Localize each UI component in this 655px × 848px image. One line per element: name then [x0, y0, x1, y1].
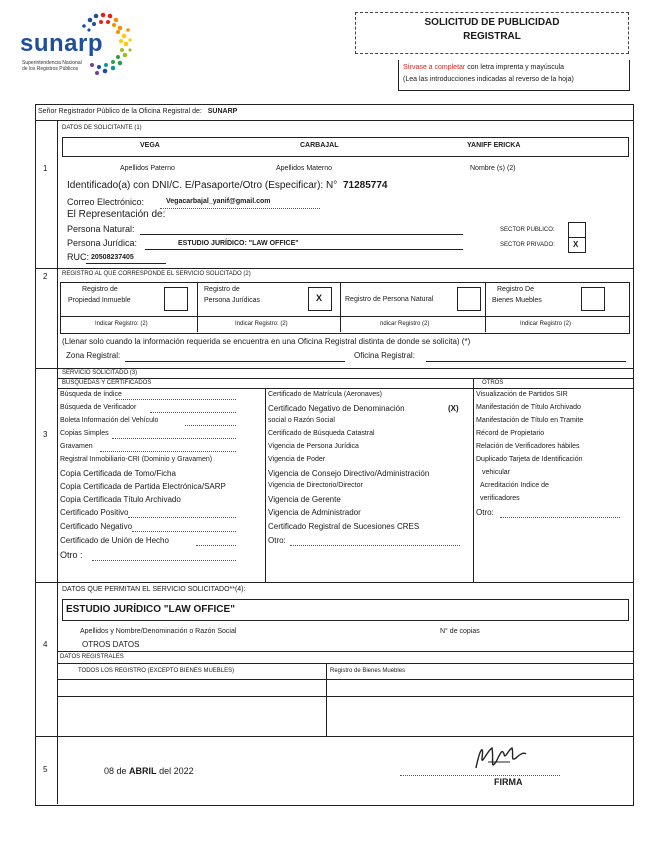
paterno-label: Apellidos Paterno	[120, 165, 175, 172]
ruc-line[interactable]	[86, 263, 166, 264]
svc-record-propietario[interactable]: Récord de Propietario	[476, 430, 545, 437]
svc-cert-positivo[interactable]: Certificado Positivo	[60, 508, 129, 517]
paterno-value: VEGA	[140, 142, 160, 149]
name-label: Apellidos y Nombre/Denominación o Razón Social	[80, 628, 237, 635]
svc-boleta-vehiculo[interactable]: Boleta Información del Vehículo	[60, 417, 159, 424]
email-value: Vegacarbajal_yanif@gmail.com	[166, 198, 271, 205]
instructions-rest: con letra imprenta y mayúscula	[467, 64, 565, 71]
section4-header: DATOS QUE PERMITAN EL SERVICIO SOLICITADO**(4):	[62, 586, 246, 593]
svc-cert-union[interactable]: Certificado de Unión de Hecho	[60, 536, 169, 545]
id-label: Identificado(a) con DNI/C. E/Pasaporte/Otro (Especificar): N°	[67, 180, 338, 191]
signature	[470, 740, 530, 776]
svc-cert-negativo[interactable]: Certificado Negativo	[60, 522, 133, 531]
reg2-line1: Registro de	[204, 286, 240, 293]
svc-busqueda-verificador[interactable]: Búsqueda de Verificador	[60, 404, 137, 411]
svc-acreditacion-2: verificadores	[480, 495, 520, 502]
zona-line[interactable]	[125, 361, 345, 362]
section2-note: (Llenar solo cuando la información requerida se encuentra en una Oficina Registral distinta de donde se solicita) (*)	[62, 337, 471, 346]
indicar-4: Indicar Registro (2)	[520, 321, 572, 327]
nombres-label: Nombre (s) (2)	[470, 165, 516, 172]
svc-copia-tomo[interactable]: Copia Certificada de Tomo/Ficha	[60, 469, 176, 478]
logo-subtitle-2: de los Registros Públicos	[22, 66, 79, 72]
instructions-highlight: Sírvase a completar	[403, 64, 466, 71]
ruc-label: RUC:	[67, 252, 89, 262]
section3-header: SERVICIO SOLICITADO (3)	[62, 370, 138, 376]
rep-label: El Representación de:	[67, 209, 166, 220]
email-label: Correo Electrónico:	[67, 197, 145, 207]
otros-header: OTROS	[482, 380, 504, 386]
firma-line[interactable]	[400, 775, 560, 776]
svc-busqueda-catastral[interactable]: Certificado de Búsqueda Catastral	[268, 430, 375, 437]
datos-registrales: DATOS REGISTRALES	[60, 654, 124, 660]
indicar-2: Indicar Registro: (2)	[235, 321, 288, 327]
reg4-line1: Registro De	[497, 286, 534, 293]
sector-privado-label: SECTOR PRIVADO:	[500, 242, 555, 248]
svc-acreditacion[interactable]: Acreditación Indice de	[480, 482, 549, 489]
svc-otro-1[interactable]: Otro :	[60, 550, 83, 560]
reg3-label: Registro de Persona Natural	[345, 296, 434, 303]
reg2-checkbox[interactable]	[308, 287, 332, 311]
juridica-line[interactable]	[145, 249, 463, 250]
svc-copia-partida[interactable]: Copia Certificada de Partida Electrónica/SARP	[60, 482, 226, 491]
svc-vig-directorio[interactable]: Vigencia de Directorio/Director	[268, 482, 363, 489]
svc-manif-archivado[interactable]: Manifestación de Título Archivado	[476, 404, 581, 411]
svc-busqueda-indice[interactable]: Búsqueda de índice	[60, 391, 122, 398]
svc-manif-tramite[interactable]: Manifestación de Título en Tramite	[476, 417, 584, 424]
registro-bienes-muebles: Registro de Bienes Muebles	[330, 668, 406, 674]
section2-header: REGISTRO AL QUE CORRESPONDE EL SERVICIO SOLICITADO (2)	[62, 271, 251, 277]
materno-value: CARBAJAL	[300, 142, 339, 149]
svc-duplicado-tarjeta[interactable]: Duplicado Tarjeta de Identificación	[476, 456, 583, 463]
svc-otro-3[interactable]: Otro:	[476, 508, 494, 517]
reg1-line2: Propiedad Inmueble	[68, 297, 131, 304]
reg4-line2: Bienes Muebles	[492, 297, 542, 304]
svc-vig-administrador[interactable]: Vigencia de Administrador	[268, 508, 361, 517]
oficina-label: Oficina Registral:	[354, 351, 415, 360]
date-year: del 2022	[159, 766, 194, 776]
date-line	[104, 766, 194, 776]
indicar-1: Indicar Registro: (2)	[95, 321, 148, 327]
busq-header: BÚSQUEDAS Y CERTIFICADOS	[62, 380, 152, 386]
reg1-checkbox[interactable]	[164, 287, 188, 311]
svc-otro-2[interactable]: Otro:	[268, 536, 286, 545]
nombres-value: YANIFF ERICKA	[467, 142, 521, 149]
svc-razon-social: social o Razón Social	[268, 417, 335, 424]
logo-name: sunarp	[20, 30, 104, 57]
svc-vig-poder[interactable]: Vigencia de Poder	[268, 456, 326, 463]
juridica-value: ESTUDIO JURÍDICO: "LAW OFFICE"	[178, 240, 299, 247]
logo-subtitle-1: Superintendencia Nacional	[22, 60, 82, 66]
sector-publico-checkbox[interactable]	[568, 222, 586, 238]
section2-number: 2	[43, 272, 48, 281]
form-title-box	[355, 12, 629, 54]
reg2-mark: X	[316, 293, 323, 303]
natural-label: Persona Natural:	[67, 224, 135, 234]
svc-cri[interactable]: Registral Inmobiliario-CRI (Dominio y Gravamen)	[60, 456, 213, 463]
svc-copia-titulo[interactable]: Copia Certificada Título Archivado	[60, 495, 181, 504]
section1-number: 1	[43, 164, 48, 173]
form-title-line2: REGISTRAL	[463, 31, 521, 42]
date-month: ABRIL	[129, 766, 157, 776]
indicar-3: ndicar Registro (2)	[380, 321, 430, 327]
materno-label: Apellidos Materno	[276, 165, 333, 172]
id-row	[67, 180, 388, 191]
svc-vig-persona-juridica[interactable]: Vigencia de Persona Jurídica	[268, 443, 359, 450]
instructions-line2: (Lea las introducciones indicadas al reverso de la hoja)	[403, 76, 574, 83]
reg4-checkbox[interactable]	[581, 287, 605, 311]
svc-duplicado-tarjeta-2: vehicular	[482, 469, 511, 476]
name-value: ESTUDIO JURÍDICO "LAW OFFICE"	[66, 604, 235, 615]
sector-privado-checkbox[interactable]	[568, 237, 586, 253]
svc-gravamen[interactable]: Gravamen	[60, 443, 93, 450]
reg2-line2: Persona Jurídicas	[204, 297, 261, 304]
otros-datos: OTROS DATOS	[82, 640, 140, 649]
instructions	[398, 60, 630, 91]
ruc-value: 20508237405	[91, 254, 134, 261]
svc-vig-consejo[interactable]: Vigencia de Consejo Directivo/Administración	[268, 469, 430, 478]
section1-header: DATOS DE SOLICITANTE (1)	[62, 125, 142, 131]
sector-privado-mark: X	[573, 240, 579, 249]
id-value: 71285774	[343, 180, 388, 191]
date-day: 08 de	[104, 766, 127, 776]
svc-visualizacion-sir[interactable]: Visualización de Partidos SIR	[476, 391, 568, 398]
svc-copias-simples[interactable]: Copias Simples	[60, 430, 109, 437]
copias-label: N° de copias	[440, 628, 480, 635]
zona-label: Zona Registral:	[66, 351, 121, 360]
svc-relacion-verificadores[interactable]: Relación de Verificadores hábiles	[476, 443, 580, 450]
section4-number: 4	[43, 640, 48, 649]
reg1-line1: Registro de	[82, 286, 118, 293]
sunarp-logo	[20, 8, 140, 78]
svc-cres[interactable]: Certificado Registral de Sucesiones CRES	[268, 522, 420, 531]
addressee-value: SUNARP	[207, 108, 238, 115]
oficina-line[interactable]	[426, 361, 626, 362]
svc-negativo-denominacion[interactable]: Certificado Negativo de Denominación	[268, 404, 405, 413]
section3-number: 3	[43, 430, 48, 439]
svc-matricula[interactable]: Certificado de Matrícula (Aeronaves)	[268, 391, 382, 398]
reg3-checkbox[interactable]	[457, 287, 481, 311]
svc-negativo-mark: (X)	[448, 404, 459, 413]
juridica-label: Persona Jurídica:	[67, 238, 138, 248]
sector-publico-label: SECTOR PUBLICO:	[500, 227, 555, 233]
svc-vig-gerente[interactable]: Vigencia de Gerente	[268, 495, 341, 504]
todos-registros: TODOS LOS REGISTRO (EXCEPTO BIENES MUEBLES)	[78, 668, 235, 674]
addressee-label: Señor Registrador Público de la Oficina Registral de: SUNARP	[38, 108, 238, 115]
section5-number: 5	[43, 765, 48, 774]
firma-label: FIRMA	[494, 777, 523, 787]
natural-line[interactable]	[140, 234, 463, 235]
form-title-line1: SOLICITUD DE PUBLICIDAD	[424, 17, 560, 28]
